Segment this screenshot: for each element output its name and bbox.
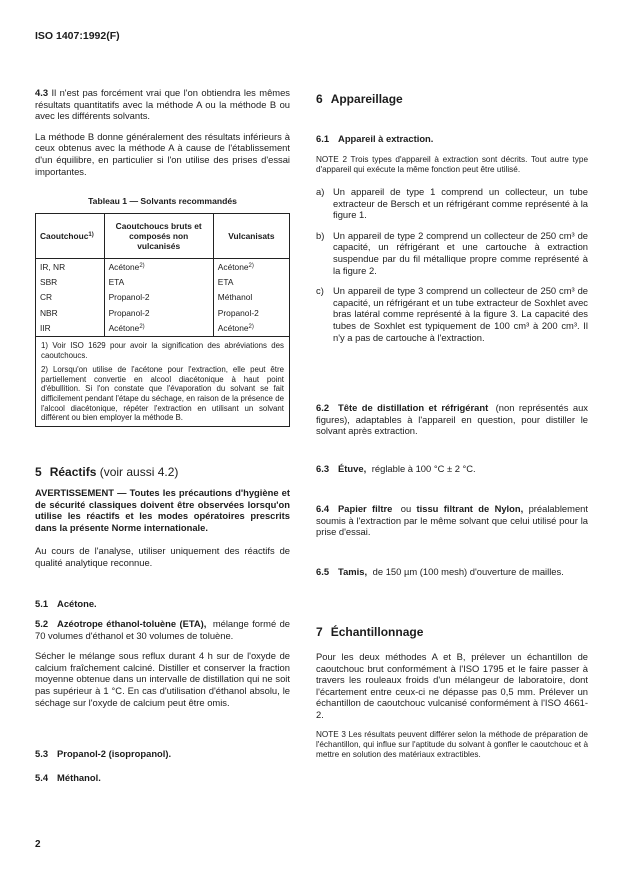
table-caption: Tableau 1 — Solvants recommandés — [88, 196, 237, 206]
cell-vulc: Acétone$^{2)}$ — [213, 321, 289, 337]
clause-5-1: 5.1 Acétone. — [35, 598, 97, 609]
table-row — [36, 321, 290, 337]
clause-6-5: 6.5 Tamis, de 150 µm (100 mesh) d'ouverture de mailles. — [316, 566, 564, 577]
clause-text: Il n'est pas forcément vrai que l'on obtiendra les mêmes résultats quantitatifs avec la méthode A ou la méthode B ou avec les différents solvants. — [35, 87, 290, 122]
section-heading: 6 Appareillage — [316, 92, 403, 106]
apparatus-types — [316, 186, 588, 343]
table-header-row — [36, 214, 290, 259]
clause-6-3: 6.3 Étuve, réglable à 100 °C ± 2 °C. — [316, 463, 476, 474]
clause-6-2: 6.2 Tête de distillation et réfrigérant (non représentés aux figures), adaptables à l'appareil en question, pour distiller le solvant après extraction. — [316, 402, 588, 437]
list-item: c) Un appareil de type 3 comprend un collecteur de 250 cm³ de capacité, un réfrigérant et un tube extracteur de Soxhlet avec bras latéral comme représenté à la figure 3. La capacité des tubes de Soxhlet est typiquement de 100 cm³ à 200 cm³. Il n'y a pas de cartouche à l'extraction. — [316, 285, 588, 343]
clause-5-4: 5.4 Méthanol. — [35, 772, 101, 783]
section-text: Pour les deux méthodes A et B, prélever un échantillon de caoutchouc brut conformément à l'ISO 1795 et le faire passer à travers les rouleaux froids d'un mélangeur de laboratoire, dont l'écartement entre ceux-ci ne dépasse pas 0,5 mm. Prélever un échantillon de caoutchouc vulcanisé conformément à l'ISO 4661-2. — [316, 651, 588, 720]
table-row — [36, 290, 290, 305]
cell-rubber: CR — [36, 290, 105, 305]
clause-text: 5.2 Azéotrope éthanol-toluène (ETA), mélange formé de 70 volumes d'éthanol et 30 volumes de toluène. — [35, 618, 290, 641]
standard-reference: ISO 1407:1992(F) — [35, 30, 120, 42]
cell-vulc: Méthanol — [213, 290, 289, 305]
section-6 — [316, 92, 588, 106]
footnote-1: 1) Voir ISO 1629 pour avoir la signification des abréviations des caoutchoucs. — [41, 340, 284, 360]
clause-6-4: 6.4 Papier filtre ou tissu filtrant de Nylon, préalablement soumis à l'extraction par le même solvant que celui utilisé pour la prise d'essai. — [316, 503, 588, 538]
page-number: 2 — [35, 839, 41, 850]
table-row — [36, 274, 290, 289]
section-intro: Au cours de l'analyse, utiliser uniquement des réactifs de qualité analytique reconnue. — [35, 545, 290, 568]
clause-number: 4.3 — [35, 87, 49, 98]
clause-5-2 — [35, 618, 290, 708]
cell-vulc: Acétone$^{2)}$ — [213, 259, 289, 275]
list-item: b) Un appareil de type 2 comprend un collecteur de 250 cm³ de capacité, un réfrigérant et une cartouche à extraction suspendue par du fil métallique propre comme représenté à la figure 2. — [316, 229, 588, 276]
section-7 — [316, 625, 588, 760]
header-rubber: Caoutchouc$^{1)}$ — [36, 214, 105, 259]
section-5 — [35, 465, 290, 569]
solvents-table — [35, 213, 290, 427]
cell-raw: ETA — [104, 274, 213, 289]
cell-vulc: Propanol-2 — [213, 305, 289, 320]
clause-6-1: 6.1 Appareil à extraction. NOTE 2 Trois types d'appareil à extraction sont décrits. Tout autre type d'appareil qui exécute la même fonction peut être utilisé. a) Un appareil de type 1 comprend un collecteur, un tube extracteur de Bersch et un réfrigérant comme représenté à la figure 1. b) Un appareil de type 2 comprend un collecteur de 250 cm³ de capacité, un réfrigérant et une cartouche à extraction suspendue par du fil métallique propre comme représenté à la figure 2. c) Un appareil de type 3 comprend un collecteur de 250 cm³ de capacité, un réfrigérant et un tube extracteur de Soxhlet avec bras latéral comme représenté à la figure 3. La capacité des tubes de Soxhlet est typiquement de 100 cm³ à 200 cm³. Il n'y a pas de cartouche à l'extraction. — [316, 133, 588, 343]
header-raw: Caoutchoucs bruts et composés non vulcanisés — [104, 214, 213, 259]
footnote-2: 2) Lorsqu'on utilise de l'acétone pour l'extraction, elle peut être partiellement convertie en alcool diacétonique à haut point d'ébullition. Si l'on constate que l'évaporation du solvant se fait difficilement pendant l'étape du séchage, en raison de la présence de l'alcool diacétonique, répéter l'extraction en utilisant un solvant différent ou bien employer la méthode B. — [41, 365, 284, 423]
section-heading: 7 Échantillonnage — [316, 625, 424, 639]
list-item: a) Un appareil de type 1 comprend un collecteur, un tube extracteur de Bersch et un réfrigérant comme représenté à la figure 1. — [316, 186, 588, 221]
table-row — [36, 305, 290, 320]
cell-vulc: ETA — [213, 274, 289, 289]
table-row — [36, 259, 290, 275]
clause-5-3: 5.3 Propanol-2 (isopropanol). — [35, 748, 172, 759]
clause-4-3 — [35, 87, 290, 177]
cell-rubber: IR, NR — [36, 259, 105, 275]
table-footnotes — [36, 336, 290, 426]
note-2: NOTE 2 Trois types d'appareil à extraction sont décrits. Tout autre type d'appareil qui exécute la même fonction peut être utilisé. — [316, 155, 588, 174]
cell-rubber: NBR — [36, 305, 105, 320]
cell-raw: Acétone$^{2)}$ — [104, 321, 213, 337]
cell-rubber: SBR — [36, 274, 105, 289]
note-3: NOTE 3 Les résultats peuvent différer selon la méthode de préparation de l'échantillon, qui influe sur l'aptitude du solvant à gonfler le caoutchouc et à mettre en solution des matériaux extractibles. — [316, 729, 588, 759]
clause-paragraph: Sécher le mélange sous reflux durant 4 h sur de l'oxyde de calcium fraîchement calciné. Distiller et conserver la fraction moyenne obtenue dans un intervalle de distillation qui ne soit pas supérieur à 1 °C. En cas d'utilisation d'éthanol absolu, le séchage sur l'oxyde de calcium peut être omis. — [35, 650, 290, 708]
cell-raw: Propanol-2 — [104, 305, 213, 320]
table-1 — [35, 196, 290, 427]
header-vulcanizates: Vulcanisats — [213, 214, 289, 259]
cell-raw: Propanol-2 — [104, 290, 213, 305]
cell-raw: Acétone$^{2)}$ — [104, 259, 213, 275]
clause-paragraph: La méthode B donne généralement des résultats inférieurs à ceux obtenus avec la méthode A à cause de l'établissement d'un équilibre, en particulier si l'on utilise des prises d'essai importantes. — [35, 130, 290, 177]
table-footnotes-row — [36, 336, 290, 426]
cell-rubber: IIR — [36, 321, 105, 337]
section-heading: 5 Réactifs (voir aussi 4.2) — [35, 465, 179, 479]
safety-warning: AVERTISSEMENT — Toutes les précautions d'hygiène et de sécurité classiques doivent être observées lorsqu'on utilise les réactifs et les modes opératoires prescrits dans la présente Norme internationale. — [35, 487, 290, 533]
